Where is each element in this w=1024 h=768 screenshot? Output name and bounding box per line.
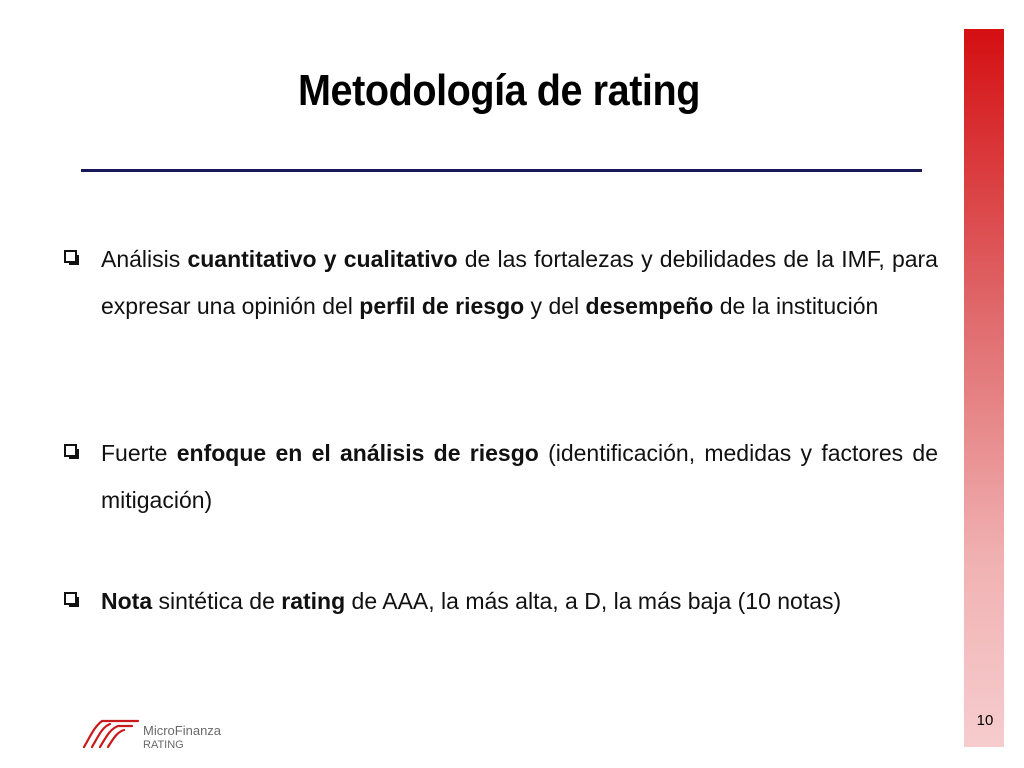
bullet-emphasis: rating xyxy=(281,588,346,614)
bullet-emphasis: enfoque en el análisis de riesgo xyxy=(176,440,539,466)
bullet-emphasis: cuantitativo y cualitativo xyxy=(187,246,458,272)
title-divider xyxy=(81,169,922,172)
bullet-item-3 xyxy=(64,578,938,625)
bullet-item-1 xyxy=(64,236,938,330)
bullet-emphasis: Nota xyxy=(101,588,153,614)
bullet-emphasis: perfil de riesgo xyxy=(359,293,525,319)
page-number: 10 xyxy=(976,712,994,729)
bullet-run: de las fortalezas y debilidades de la IMF, para expresar una opinión del xyxy=(101,246,938,319)
bullet-run: de la institución xyxy=(713,293,879,319)
checkbox-bullet-icon xyxy=(64,250,77,263)
microfinanza-logo xyxy=(80,715,270,755)
bullet-run: y del xyxy=(524,293,586,319)
bullet-run: Fuerte xyxy=(101,440,177,466)
side-decoration-bar xyxy=(964,29,1004,747)
bullet-text-2 xyxy=(101,430,938,524)
logo-wordmark xyxy=(143,723,221,753)
checkbox-bullet-icon xyxy=(64,592,77,605)
slide-title: Metodología de rating xyxy=(298,66,700,115)
bullet-run: sintética de xyxy=(152,588,282,614)
microfinanza-logo-mark-icon xyxy=(80,715,140,751)
logo-line-2: RATING xyxy=(143,739,184,751)
logo-line-1: MicroFinanza xyxy=(143,723,222,738)
bullet-text-1 xyxy=(101,236,938,330)
bullet-emphasis: desempeño xyxy=(585,293,714,319)
bullet-item-2 xyxy=(64,430,938,524)
checkbox-bullet-icon xyxy=(64,444,77,457)
bullet-run: Análisis xyxy=(101,246,188,272)
bullet-text-3 xyxy=(101,578,938,625)
bullet-run: (identificación, medidas y factores de mitigación) xyxy=(101,440,938,513)
bullet-run: de AAA, la más alta, a D, la más baja (10 notas) xyxy=(345,588,842,614)
